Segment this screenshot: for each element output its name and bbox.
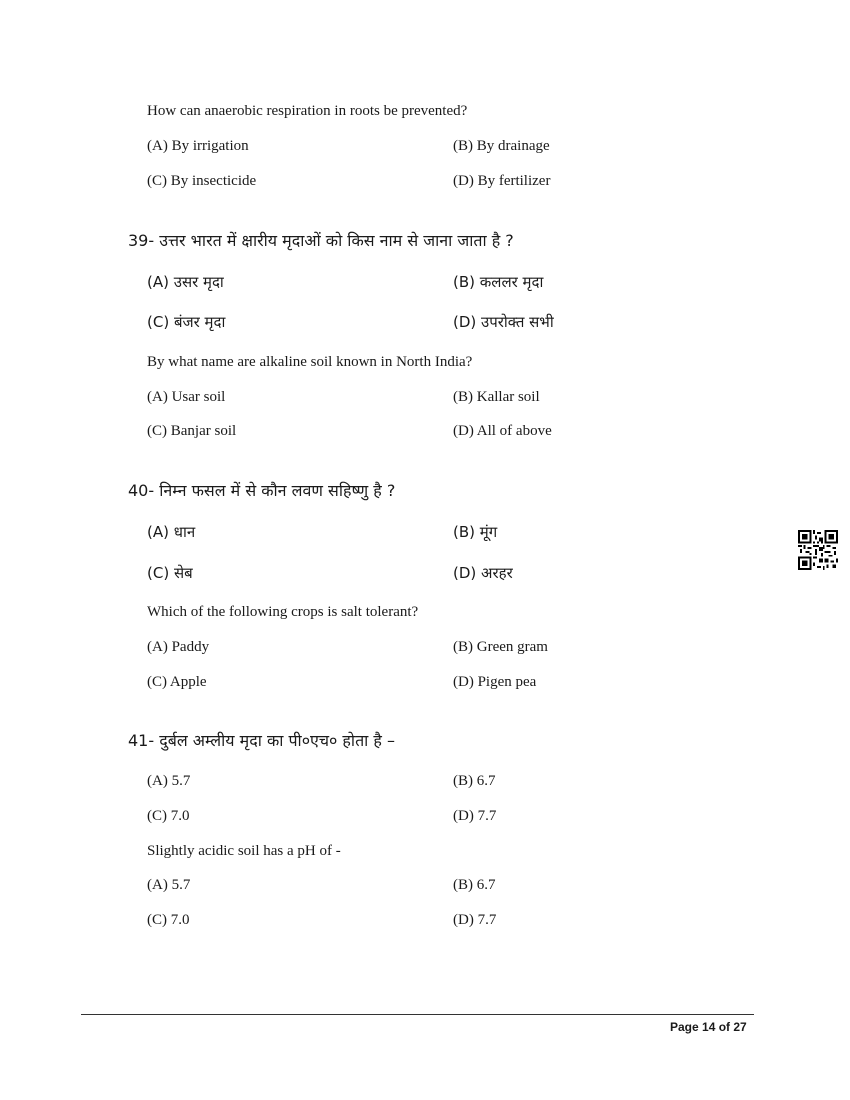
q41-hindi-option-c: (C) 7.0 (147, 808, 190, 824)
q40-hindi-option-b: (B) मूंग (453, 523, 498, 541)
q38-option-d: (D) By fertilizer (453, 173, 551, 189)
q40-hindi-option-d: (D) अरहर (453, 564, 513, 582)
q39-hindi-option-d: (D) उपरोक्त सभी (453, 313, 554, 331)
q40-hindi-option-a: (A) धान (147, 523, 196, 541)
q40-hindi-option-c: (C) सेब (147, 564, 193, 582)
q41-option-d: (D) 7.7 (453, 912, 497, 928)
page-number: Page 14 of 27 (670, 1020, 747, 1034)
q39-hindi-option-c: (C) बंजर मृदा (147, 313, 226, 331)
question-40-hindi: 40- निम्न फसल में से कौन लवण सहिष्णु है ? (128, 481, 396, 500)
q38-option-c: (C) By insecticide (147, 173, 257, 189)
q40-option-a: (A) Paddy (147, 639, 210, 655)
q39-hindi-option-b: (B) कललर मृदा (453, 273, 544, 291)
question-41-hindi: 41- दुर्बल अम्लीय मृदा का पी०एच० होता है – (128, 731, 395, 750)
q38-option-a: (A) By irrigation (147, 138, 249, 154)
q41-option-b: (B) 6.7 (453, 877, 496, 893)
q39-option-a: (A) Usar soil (147, 389, 226, 405)
q40-option-b: (B) Green gram (453, 639, 548, 655)
question-40-english: Which of the following crops is salt tolerant? (147, 604, 419, 620)
footer-divider (81, 1014, 754, 1015)
q41-hindi-option-a: (A) 5.7 (147, 773, 191, 789)
question-39-hindi: 39- उत्तर भारत में क्षारीय मृदाओं को किस नाम से जाना जाता है ? (128, 231, 514, 250)
q39-option-b: (B) Kallar soil (453, 389, 540, 405)
q39-option-d: (D) All of above (453, 423, 552, 439)
q40-option-c: (C) Apple (147, 674, 207, 690)
question-39-english: By what name are alkaline soil known in North India? (147, 354, 473, 370)
q41-option-c: (C) 7.0 (147, 912, 190, 928)
q39-option-c: (C) Banjar soil (147, 423, 237, 439)
qr-code-icon (798, 530, 838, 570)
q38-option-b: (B) By drainage (453, 138, 550, 154)
question-41-english: Slightly acidic soil has a pH of - (147, 843, 341, 859)
question-38-english: How can anaerobic respiration in roots be prevented? (147, 103, 468, 119)
q39-hindi-option-a: (A) उसर मृदा (147, 273, 224, 291)
q41-hindi-option-b: (B) 6.7 (453, 773, 496, 789)
q40-option-d: (D) Pigen pea (453, 674, 537, 690)
q41-option-a: (A) 5.7 (147, 877, 191, 893)
q41-hindi-option-d: (D) 7.7 (453, 808, 497, 824)
